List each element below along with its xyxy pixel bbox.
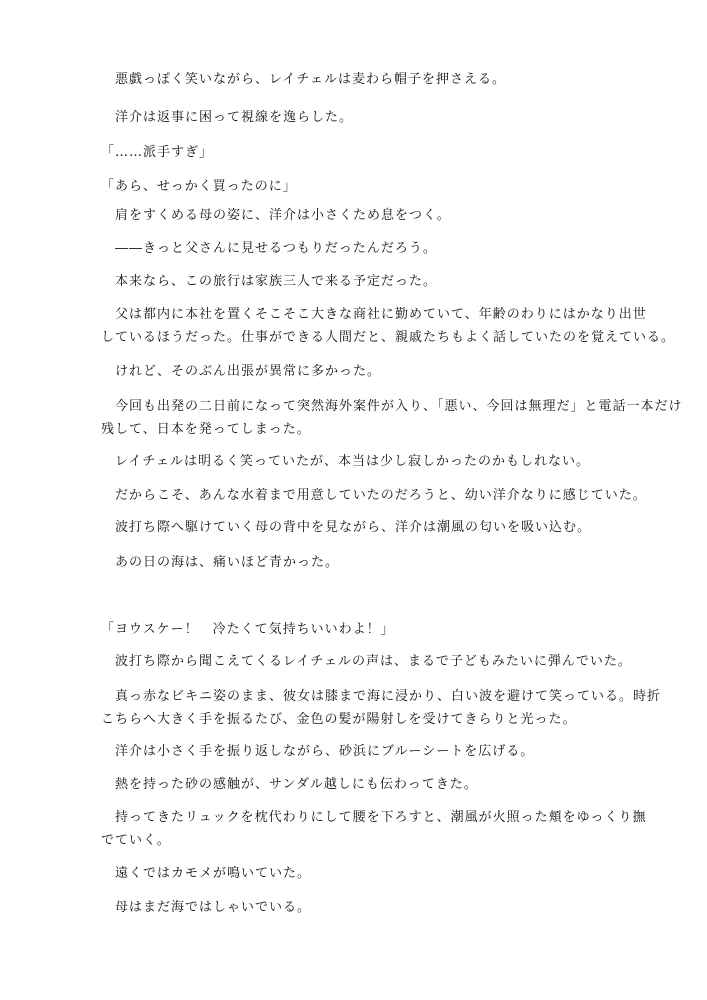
dialogue-paragraph [101,175,661,198]
text-line: 洋介は小さく手を振り返しながら、砂浜にブルーシートを広げる。 [101,744,535,759]
text-line: 「……派手すぎ」 [101,145,214,160]
text-line: 肩をすくめる母の姿に、洋介は小さくため息をつく。 [101,208,451,223]
text-line: 熱を持った砂の感触が、サンダル越しにも伝わってきた。 [101,777,478,792]
paragraph [101,896,661,919]
text-line: こちらへ大きく手を振るたび、金色の髪が陽射しを受けてきらりと光った。 [101,712,577,727]
text-line: レイチェルは明るく笑っていたが、本当は少し寂しかったのかもしれない。 [101,454,590,469]
text-line: あの日の海は、痛いほど青かった。 [101,555,340,570]
dialogue-paragraph [101,618,661,641]
text-line: 本来なら、この旅行は家族三人で来る予定だった。 [101,274,438,289]
paragraph [101,484,661,507]
paragraph [101,395,683,441]
paragraph [101,551,661,574]
text-line: 「あら、せっかく買ったのに」 [101,179,297,194]
paragraph [101,360,661,383]
paragraph [101,204,661,227]
text-line: ――きっと父さんに見せるつもりだったんだろう。 [101,241,437,256]
paragraph [101,303,676,349]
text-line: 残して、日本を発ってしまった。 [101,422,311,437]
paragraph [101,806,661,852]
paragraph [101,450,661,473]
text-line: だからこそ、あんな水着まで用意していたのだろうと、幼い洋介なりに感じていた。 [101,488,647,503]
text-line: 父は都内に本社を置くそこそこ大きな商社に勤めていて、年齢のわりにはかなり出世 [101,307,647,322]
text-line: 遠くではカモメが鳴いていた。 [101,866,312,881]
paragraph [101,862,661,885]
text-line: しているほうだった。仕事ができる人間だと、親戚たちもよく話していたのを覚えている。 [101,330,676,345]
text-line: 洋介は返事に困って視線を逸らした。 [101,110,354,125]
dialogue-paragraph [101,141,661,164]
paragraph [101,68,661,91]
paragraph [101,237,661,260]
text-line: 母はまだ海ではしゃいでいる。 [101,900,312,915]
paragraph [101,740,661,763]
text-line: 「ヨウスケー！ 冷たくて気持ちいいわよ！」 [101,622,395,637]
text-line: 真っ赤なビキニ姿のまま、彼女は膝まで海に浸かり、白い波を避けて笑っている。時折 [101,689,662,704]
text-line: 今回も出発の二日前になって突然海外案件が入り、「悪い、今回は無理だ」と電話一本だけ [101,399,683,414]
text-line: 持ってきたリュックを枕代わりにして腰を下ろすと、潮風が火照った頬をゆっくり撫 [101,810,647,825]
paragraph [101,270,661,293]
text-line: 悪戯っぽく笑いながら、レイチェルは麦わら帽子を押さえる。 [101,72,506,87]
paragraph [101,516,661,539]
paragraph [101,106,661,129]
paragraph [101,650,661,673]
text-line: 波打ち際から聞こえてくるレイチェルの声は、まるで子どもみたいに弾んでいた。 [101,654,632,669]
paragraph [101,685,661,731]
text-line: 波打ち際へ駆けていく母の背中を見ながら、洋介は潮風の匂いを吸い込む。 [101,520,592,535]
text-line: けれど、そのぶん出張が異常に多かった。 [101,364,382,379]
paragraph [101,773,661,796]
text-line: でていく。 [101,833,171,848]
